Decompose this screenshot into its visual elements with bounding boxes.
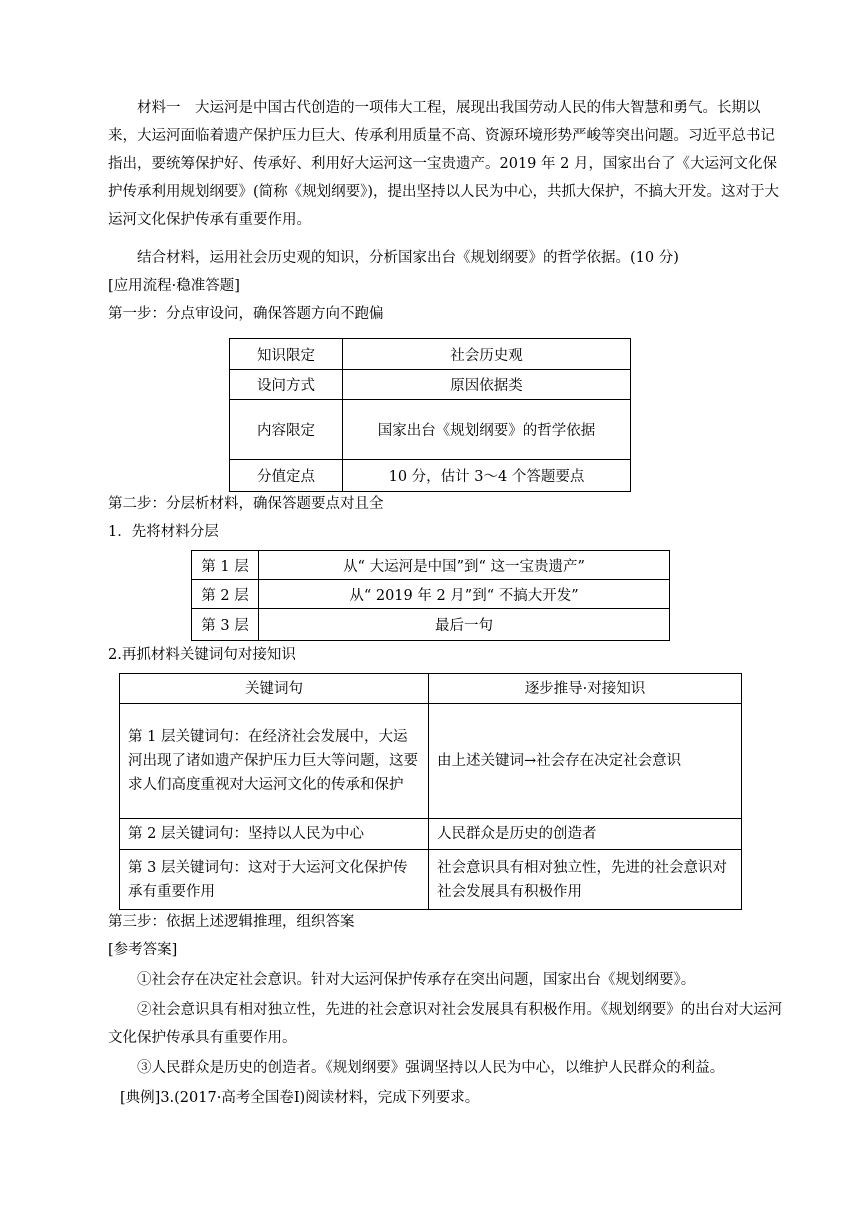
step-3-heading: 第三步：依据上述逻辑推理，组织答案 [108, 914, 355, 930]
table-cell: 人民群众是历史的创造者 [429, 819, 742, 850]
sub-heading-1: 1．先将材料分层 [108, 524, 219, 540]
table-cell: 最后一句 [259, 609, 670, 641]
table-cell: 国家出台《规划纲要》的哲学依据 [343, 400, 631, 460]
table-header: 关键词句 [120, 674, 429, 704]
table-cell: 由上述关键词→社会存在决定社会意识 [429, 704, 742, 819]
table-row [192, 551, 670, 580]
table-cell: 原因依据类 [343, 370, 631, 400]
table-cell: 第 1 层关键词句：在经济社会发展中，大运河出现了诸如遗产保护压力巨大等问题，这要求人们高度重视对大运河文化的传承和保护 [120, 704, 429, 819]
table-cell: 从“ 大运河是中国”到“ 这一宝贵遗产” [259, 551, 670, 580]
table-row [120, 850, 742, 910]
table-cell: 知识限定 [230, 339, 343, 370]
table-row [230, 370, 631, 400]
question-text: 结合材料，运用社会历史观的知识，分析国家出台《规划纲要》的哲学依据。(10 分) [137, 250, 679, 266]
table-cell: 从“ 2019 年 2 月”到“ 不搞大开发” [259, 580, 670, 609]
table-row [192, 580, 670, 609]
answer-item: ①社会存在决定社会意识。针对大运河保护传承存在突出问题，国家出台《规划纲要》。 [137, 972, 696, 988]
table-header: 逐步推导·对接知识 [429, 674, 742, 704]
table-header-row [120, 674, 742, 704]
table-cell: 第 3 层 [192, 609, 259, 641]
layer-table [191, 550, 670, 641]
flow-heading: [应用流程·稳准答题] [108, 278, 240, 294]
table-row [192, 609, 670, 641]
sub-heading-2: 2.再抓材料关键词句对接知识 [108, 647, 296, 663]
table-cell: 设问方式 [230, 370, 343, 400]
table-cell: 社会历史观 [343, 339, 631, 370]
table-cell: 第 2 层 [192, 580, 259, 609]
step-1-heading: 第一步：分点审设问，确保答题方向不跑偏 [108, 306, 384, 322]
table-cell: 社会意识具有相对独立性，先进的社会意识对社会发展具有积极作用 [429, 850, 742, 910]
table-cell: 第 1 层 [192, 551, 259, 580]
table-cell: 分值定点 [230, 460, 343, 492]
table-row [120, 819, 742, 850]
table-row [230, 460, 631, 492]
example-question: [典例]3.(2017·高考全国卷Ⅰ)阅读材料，完成下列要求。 [120, 1090, 480, 1106]
keyword-table [119, 673, 742, 910]
material-paragraph: 材料一 大运河是中国古代创造的一项伟大工程，展现出我国劳动人民的伟大智慧和勇气。长期以来，大运河面临着遗产保护压力巨大、传承利用质量不高、资源环境形势严峻等突出问题。习近平总书记指出，要统筹保护好、传承好、利用好大运河这一宝贵遗产。2019 年 2 月，国家出台了《大运河文化保护传承利用规划纲要》(简称《规划纲要》)，提出坚持以人民为中心，共抓大保护，不搞大开发。这对于大运河文化保护传承有重要作用。 [108, 100, 780, 228]
answer-heading: [参考答案] [108, 942, 178, 958]
analysis-table [229, 338, 631, 492]
answer-item: ③人民群众是历史的创造者。《规划纲要》强调坚持以人民为中心，以维护人民群众的利益。 [137, 1060, 725, 1076]
step-2-heading: 第二步：分层析材料，确保答题要点对且全 [108, 496, 384, 512]
answer-item: ②社会意识具有相对独立性，先进的社会意识对社会发展具有积极作用。《规划纲要》的出台对大运河文化保护传承具有重要作用。 [108, 1002, 783, 1046]
table-row [120, 704, 742, 819]
table-row [230, 339, 631, 370]
table-cell: 内容限定 [230, 400, 343, 460]
table-cell: 第 2 层关键词句：坚持以人民为中心 [120, 819, 429, 850]
table-cell: 10 分，估计 3～4 个答题要点 [343, 460, 631, 492]
table-cell: 第 3 层关键词句：这对于大运河文化保护传承有重要作用 [120, 850, 429, 910]
table-row [230, 400, 631, 460]
